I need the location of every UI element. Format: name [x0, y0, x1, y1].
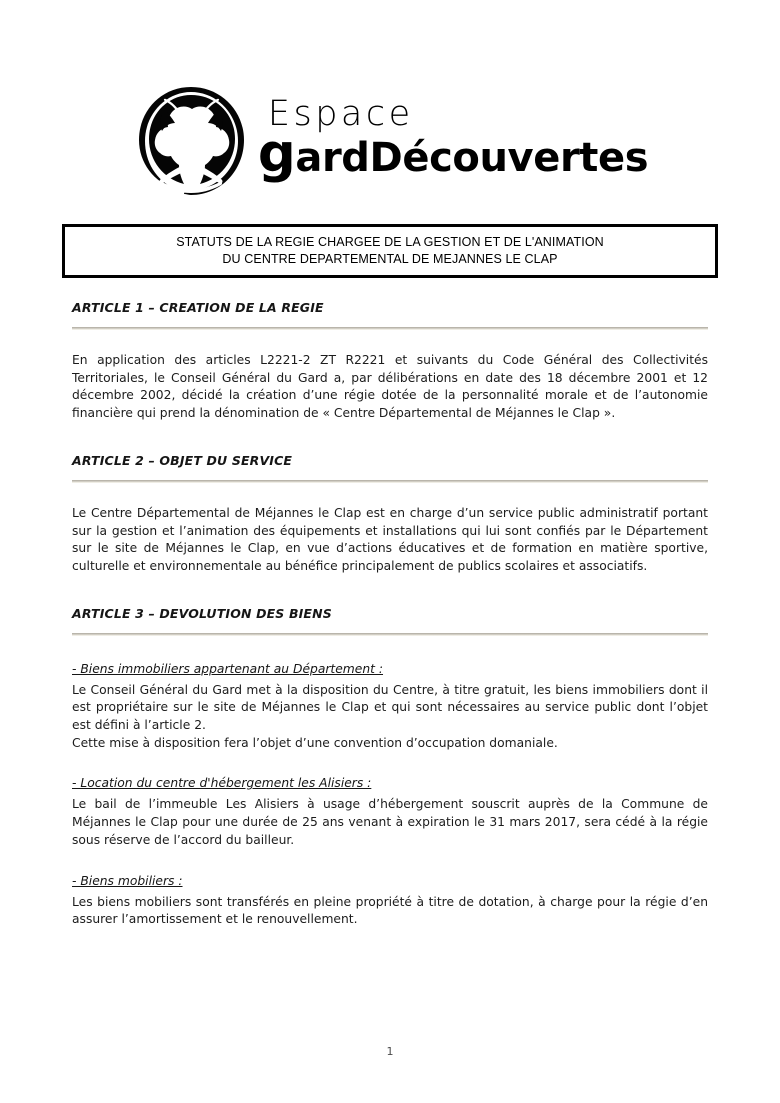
article-3-subsection-2-paragraph-1: Le bail de l’immeuble Les Alisiers à usage d’hébergement souscrit auprès de la Commune de Méjannes le Clap pour une durée de 25 ans venant à expiration le 31 mars 2017, sera cédé à la régie sous réserve de l’accord du bailleur.	[72, 797, 708, 847]
spacer	[72, 483, 708, 505]
article-1-paragraph-1: En application des articles L2221-2 ZT R2221 et suivants du Code Général des Collectivités Territoriales, le Conseil Général du Gard a, par délibérations en date des 18 décembre 2001 et 12 décembre 2002, décidé la création d’une régie dotée de la personnalité morale et de l’autonomie financière qui prend la dénomination de « Centre Départemental de Méjannes le Clap ».	[72, 353, 708, 421]
spacer	[72, 576, 708, 606]
article-3-subsection-2	[72, 772, 708, 849]
page-number: 1	[386, 1045, 394, 1058]
document-body	[72, 300, 708, 929]
article-3-subsection-3	[72, 870, 708, 929]
logo-text-garddecouvertes	[257, 122, 649, 184]
page-footer	[0, 1040, 780, 1059]
spacer	[72, 330, 708, 352]
spacer	[72, 636, 708, 658]
logo-text-g: g	[257, 122, 296, 184]
document-title-line-1: STATUTS DE LA REGIE CHARGEE DE LA GESTION ET DE L'ANIMATION	[176, 235, 604, 249]
article-3-subsection-2-heading: - Location du centre d'hébergement les Alisiers :	[72, 776, 372, 791]
document-title-line-2: DU CENTRE DEPARTEMENTAL DE MEJANNES LE CLAP	[222, 251, 558, 266]
article-3-subsection-1	[72, 658, 708, 753]
article-3-heading: ARTICLE 3 – DEVOLUTION DES BIENS	[72, 605, 332, 621]
article-3-subsection-1-paragraph-1: Le Conseil Général du Gard met à la disposition du Centre, à titre gratuit, les biens immobiliers dont il est propriétaire sur le site de Méjannes le Clap et qui sont nécessaires au service public dont l’objet est défini à l’article 2.	[72, 682, 708, 733]
article-3-subsection-3-heading: - Biens mobiliers :	[72, 873, 183, 888]
spacer	[72, 850, 708, 870]
logo-text-arddecouvertes: ardDécouvertes	[295, 134, 649, 181]
espace-gard-decouvertes-emblem-icon	[132, 83, 250, 195]
document-title-box	[62, 224, 718, 278]
logo-text-espace: Espace	[267, 93, 414, 134]
article-3-subsection-3-paragraph-1: Les biens mobiliers sont transférés en pleine propriété à titre de dotation, à charge pour la régie d’en assurer l’amortissement et le renouvellement.	[72, 894, 708, 927]
document-logo-header	[0, 78, 780, 200]
article-2	[72, 453, 708, 576]
logo-wordmark	[257, 93, 649, 184]
article-3-subsection-1-heading: - Biens immobiliers appartenant au Département :	[72, 661, 384, 676]
article-2-heading: ARTICLE 2 – OBJET DU SERVICE	[72, 452, 293, 468]
spacer	[72, 752, 708, 772]
article-3-subsection-1-paragraph-2: Cette mise à disposition fera l’objet d’une convention d’occupation domaniale.	[72, 735, 558, 750]
article-1-heading: ARTICLE 1 – CREATION DE LA REGIE	[72, 300, 324, 315]
article-1	[72, 300, 708, 423]
spacer	[72, 423, 708, 453]
article-3	[72, 606, 708, 929]
article-2-paragraph-1: Le Centre Départemental de Méjannes le Clap est en charge d’un service public administratif portant sur la gestion et l’animation des équipements et installations qui lui sont confiés par le Département sur le site de Méjannes le Clap, en vue d’actions éducatives et de formation en matière sportive, culturelle et environnementale au bénéfice principalement de publics scolaires et associatifs.	[72, 505, 708, 573]
